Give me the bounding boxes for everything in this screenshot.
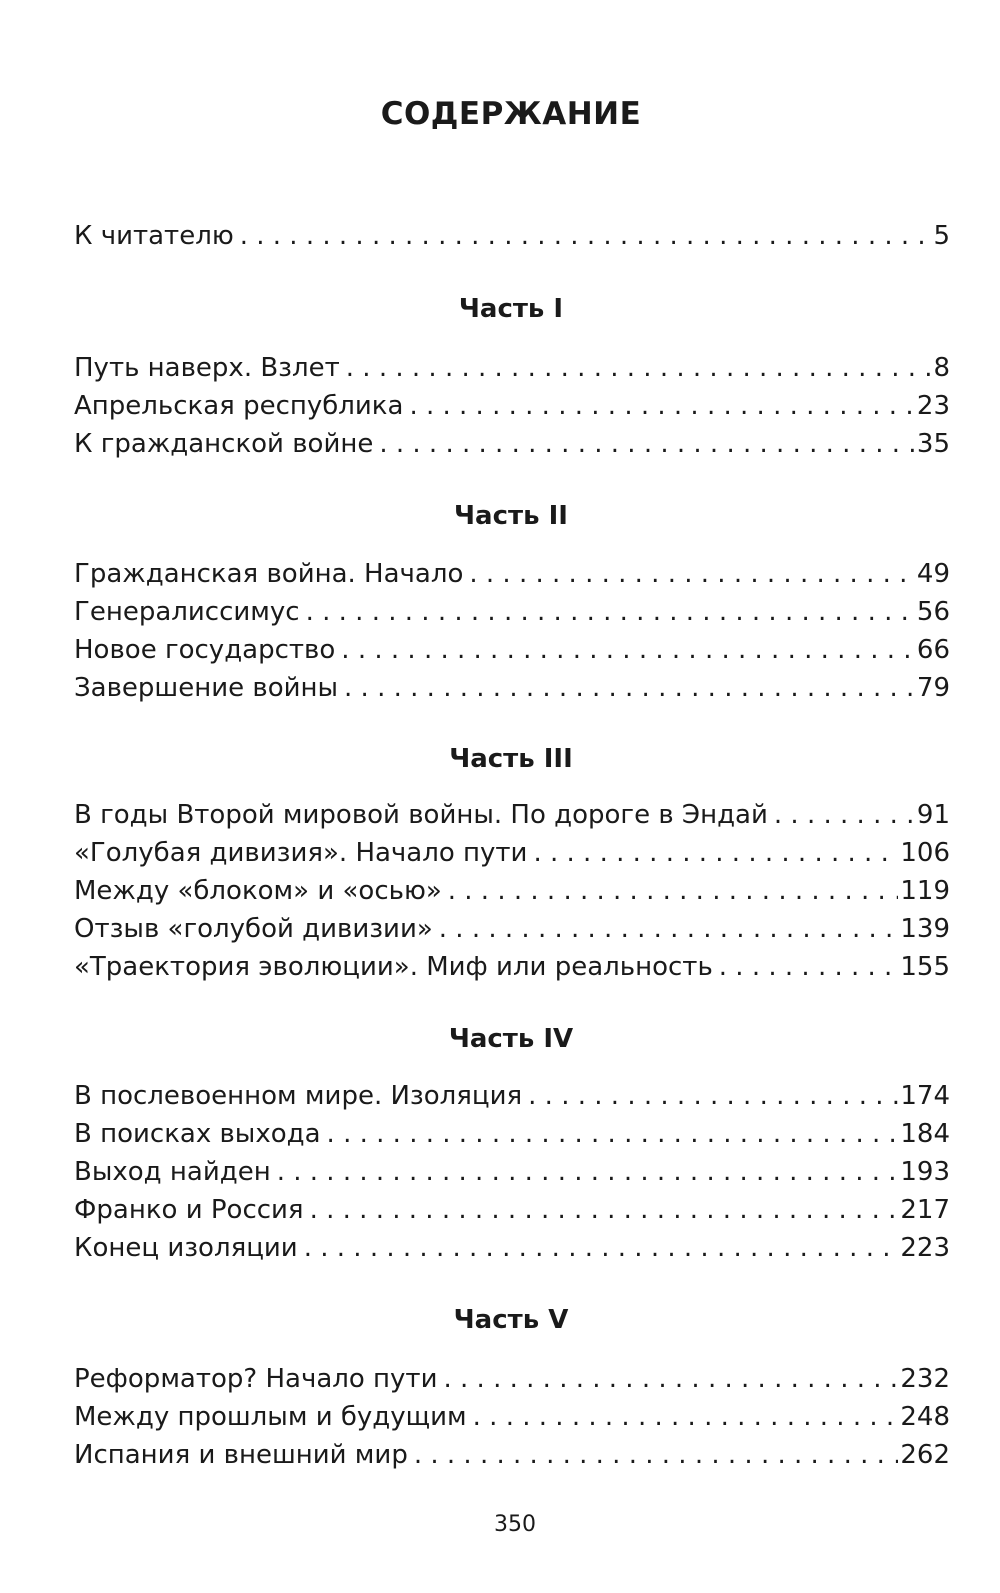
dot-leader	[310, 1191, 899, 1229]
toc-entry	[74, 1191, 950, 1229]
toc-part-4	[74, 1077, 950, 1267]
toc-entry-label: Испания и внешний мир	[74, 1440, 408, 1470]
toc-entry	[74, 948, 950, 986]
toc-entry	[74, 1398, 950, 1436]
part-heading: Часть I	[458, 294, 564, 324]
toc-intro	[74, 217, 950, 255]
dot-leader	[533, 834, 898, 872]
toc-entry	[74, 669, 950, 707]
dot-leader	[528, 1077, 898, 1115]
toc-entry-label: В поисках выхода	[74, 1119, 321, 1149]
dot-leader	[240, 217, 932, 255]
toc-entry-label: К гражданской войне	[74, 429, 374, 459]
toc-entry	[74, 1360, 950, 1398]
toc-entry	[74, 1229, 950, 1267]
toc-entry-label: К читателю	[74, 221, 234, 251]
dot-leader	[277, 1153, 899, 1191]
part-heading: Часть III	[449, 744, 573, 774]
toc-entry-page: 8	[933, 353, 950, 383]
toc-entry-page: 35	[916, 429, 950, 459]
part-heading: Часть II	[454, 501, 568, 531]
toc-entry-page: 56	[916, 597, 950, 627]
toc-entry-label: Генералиссимус	[74, 597, 300, 627]
toc-entry	[74, 1115, 950, 1153]
dot-leader	[469, 555, 915, 593]
toc-entry-label: Между «блоком» и «осью»	[74, 876, 442, 906]
toc-entry-page: 184	[900, 1119, 950, 1149]
toc-entry-label: Выход найден	[74, 1157, 271, 1187]
toc-entry-label: Гражданская война. Начало	[74, 559, 464, 589]
toc-entry	[74, 910, 950, 948]
part-heading: Часть IV	[448, 1024, 574, 1054]
toc-entry-page: 5	[933, 221, 950, 251]
toc-entry	[74, 425, 950, 463]
toc-entry-label: Конец изоляции	[74, 1233, 298, 1263]
toc-entry-label: Отзыв «голубой дивизии»	[74, 914, 433, 944]
page-title: СОДЕРЖАНИЕ	[380, 96, 642, 132]
toc-part-3	[74, 796, 950, 986]
dot-leader	[306, 593, 915, 631]
dot-leader	[719, 948, 899, 986]
toc-entry-page: 106	[900, 838, 950, 868]
dot-leader	[346, 349, 932, 387]
toc-entry-page: 119	[900, 876, 950, 906]
toc-entry-label: Апрельская республика	[74, 391, 404, 421]
dot-leader	[414, 1436, 899, 1474]
toc-part-5	[74, 1360, 950, 1474]
dot-leader	[473, 1398, 899, 1436]
dot-leader	[448, 872, 899, 910]
toc-entry-page: 193	[900, 1157, 950, 1187]
toc-entry	[74, 834, 950, 872]
toc-entry-page: 79	[916, 673, 950, 703]
toc-entry	[74, 1077, 950, 1115]
toc-entry-label: Франко и Россия	[74, 1195, 304, 1225]
toc-entry-label: «Траектория эволюции». Миф или реальность	[74, 952, 713, 982]
toc-entry	[74, 1436, 950, 1474]
toc-entry-page: 217	[900, 1195, 950, 1225]
toc-entry-page: 91	[916, 800, 950, 830]
toc-entry	[74, 1153, 950, 1191]
toc-entry	[74, 631, 950, 669]
dot-leader	[774, 796, 915, 834]
page-number: 350	[494, 1512, 536, 1537]
toc-entry	[74, 796, 950, 834]
dot-leader	[344, 669, 915, 707]
toc-entry-page: 262	[900, 1440, 950, 1470]
toc-entry-label: «Голубая дивизия». Начало пути	[74, 838, 528, 868]
toc-entry-page: 248	[900, 1402, 950, 1432]
dot-leader	[341, 631, 915, 669]
toc-entry	[74, 349, 950, 387]
toc-entry-label: Реформатор? Начало пути	[74, 1364, 438, 1394]
toc-entry-page: 232	[900, 1364, 950, 1394]
toc-entry-page: 223	[900, 1233, 950, 1263]
toc-entry	[74, 593, 950, 631]
toc-entry-page: 66	[916, 635, 950, 665]
toc-part-1	[74, 349, 950, 463]
dot-leader	[409, 387, 914, 425]
toc-entry-page: 49	[916, 559, 950, 589]
toc-entry-label: В послевоенном мире. Изоляция	[74, 1081, 523, 1111]
toc-part-2	[74, 555, 950, 707]
toc-entry	[74, 217, 950, 255]
toc-entry-page: 174	[900, 1081, 950, 1111]
toc-entry-page: 23	[916, 391, 950, 421]
toc-entry-label: Новое государство	[74, 635, 336, 665]
toc-entry	[74, 555, 950, 593]
toc-entry-page: 139	[900, 914, 950, 944]
dot-leader	[327, 1115, 899, 1153]
dot-leader	[439, 910, 899, 948]
toc-entry-label: Путь наверх. Взлет	[74, 353, 340, 383]
toc-entry	[74, 387, 950, 425]
dot-leader	[304, 1229, 899, 1267]
dot-leader	[379, 425, 915, 463]
toc-entry	[74, 872, 950, 910]
toc-entry-label: В годы Второй мировой войны. По дороге в Эндай	[74, 800, 768, 830]
toc-entry-page: 155	[900, 952, 950, 982]
part-heading: Часть V	[453, 1305, 569, 1335]
toc-entry-label: Завершение войны	[74, 673, 339, 703]
toc-entry-label: Между прошлым и будущим	[74, 1402, 467, 1432]
dot-leader	[443, 1360, 898, 1398]
